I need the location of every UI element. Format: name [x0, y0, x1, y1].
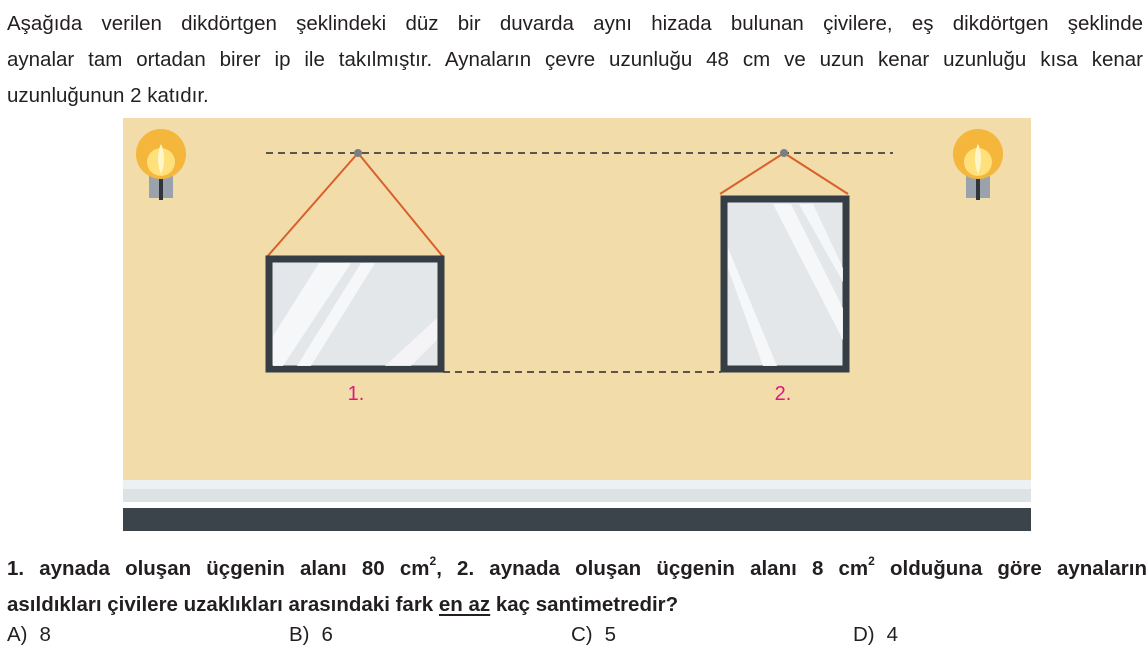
question-line-2 — [7, 587, 1147, 623]
choice-d-letter: D) — [853, 623, 875, 646]
answer-choices — [0, 620, 1148, 654]
choice-b-value: 6 — [321, 623, 333, 646]
choice-c[interactable] — [571, 623, 616, 647]
superscript-1: 2 — [429, 554, 437, 568]
question-line-2-start: asıldıkları çivilere uzaklıkları arasındaki fark — [7, 592, 439, 616]
statement-line-2: aynalar tam ortadan birer ip ile takılmıştır. Aynaların çevre uzunluğu 48 cm ve uzun kenar uzunluğu kısa kenar — [7, 48, 1143, 71]
choice-d-value: 4 — [886, 623, 899, 646]
question-line-1 — [7, 545, 1147, 587]
wall-illustration — [123, 118, 1031, 531]
floor-strip — [123, 508, 1031, 531]
mirror-2-label: 2. — [774, 383, 792, 405]
choice-b[interactable] — [289, 623, 333, 647]
choice-a-letter: A) — [7, 623, 28, 646]
question-part-2: , 2. aynada oluşan üçgenin alanı 8 cm — [436, 556, 869, 580]
question-part-3: olduğuna göre aynaların — [874, 556, 1147, 580]
emphasis-en-az: en az — [438, 592, 491, 616]
problem-statement — [7, 6, 1143, 114]
nail-1 — [354, 149, 362, 157]
superscript-2: 2 — [868, 554, 875, 568]
choice-d[interactable] — [853, 623, 898, 647]
nail-2 — [780, 149, 788, 157]
choice-a-value: 8 — [39, 623, 51, 646]
choice-a[interactable] — [7, 623, 51, 647]
question-part-1: 1. aynada oluşan üçgenin alanı 80 cm — [7, 556, 430, 580]
question-line-2-end: kaç santimetredir? — [490, 592, 679, 616]
statement-line-3: uzunluğunun 2 katıdır. — [7, 84, 209, 107]
choice-c-value: 5 — [604, 623, 617, 646]
choice-c-letter: C) — [571, 623, 593, 646]
choice-b-letter: B) — [289, 623, 310, 646]
wall — [123, 118, 1031, 480]
statement-line-1: Aşağıda verilen dikdörtgen şeklindeki düz bir duvarda aynı hizada bulunan çivilere, eş dikdörtgen şeklinde — [7, 12, 1143, 35]
wall-figure — [123, 118, 1031, 531]
mirror-1-label: 1. — [347, 383, 365, 405]
baseboard-shade — [123, 489, 1031, 502]
question-text — [7, 545, 1147, 623]
